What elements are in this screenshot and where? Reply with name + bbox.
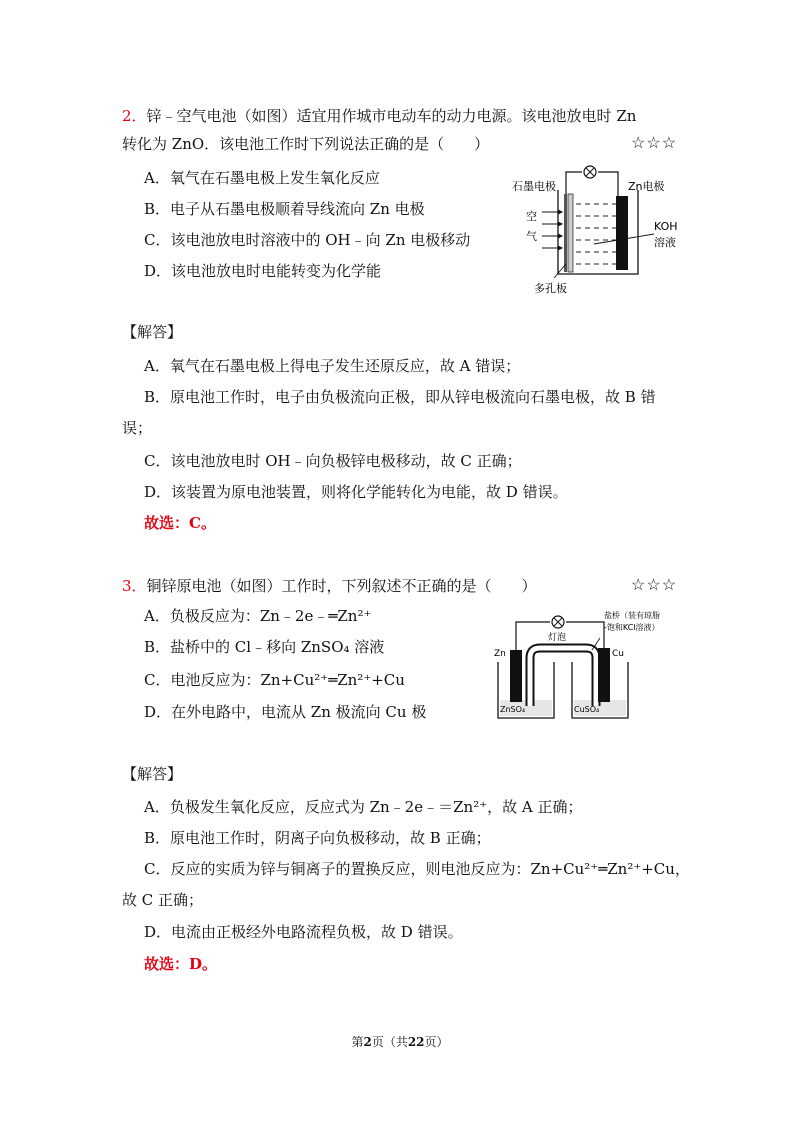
q3-option-a: A．负极反应为：Zn﹣2e﹣═Zn²⁺: [144, 607, 372, 625]
graphite-electrode: [568, 194, 573, 272]
znso4-label: ZnSO₄: [500, 705, 526, 714]
q3-answer-b: B．原电池工作时，阴离子向负极移动，故 B 正确；: [144, 829, 491, 847]
q3-difficulty-stars: ☆☆☆: [631, 575, 678, 594]
q3-answer-c: C．反应的实质为锌与铜离子的置换反应，则电池反应为：Zn+Cu²⁺═Zn²⁺+Cu，: [144, 860, 690, 878]
q2-answer-b-cont: 误；: [122, 419, 153, 437]
q2-option-d: D．该电池放电时电能转变为化学能: [144, 262, 382, 280]
q2-answer-c: C．该电池放电时 OH﹣向负极锌电极移动，故 C 正确；: [144, 452, 522, 470]
q3-stem: 3．铜锌原电池（如图）工作时，下列叙述不正确的是（ ）: [122, 577, 537, 595]
q2-answer-b: B．原电池工作时，电子由负极流向正极，即从锌电极流向石墨电极，故 B 错: [144, 388, 656, 406]
q2-option-b: B．电子从石墨电极顺着导线流向 Zn 电极: [144, 200, 425, 218]
zn-electrode: [616, 196, 628, 270]
porous-label: 多孔板: [534, 282, 567, 295]
porous-plate: [564, 194, 567, 272]
page-number: 2: [363, 1035, 372, 1049]
q2-stem-line1: 2．锌﹣空气电池（如图）适宜用作城市电动车的动力电源。该电池放电时 Zn: [122, 107, 637, 125]
q2-number: 2．: [122, 107, 147, 125]
q3-number: 3．: [122, 577, 147, 595]
zinc-air-battery-figure: [508, 160, 688, 300]
cu-electrode: [598, 648, 610, 702]
koh-label-2: 溶液: [654, 236, 676, 249]
q3-option-c: C．电池反应为：Zn+Cu²⁺═Zn²⁺+Cu: [144, 671, 405, 689]
q2-difficulty-stars: ☆☆☆: [631, 133, 678, 152]
koh-label-1: KOH: [654, 220, 678, 233]
bridge-label-1: 盐桥（装有琼脂: [604, 611, 660, 620]
q2-answer-d: D．该装置为原电池装置，则将化学能转化为电能，故 D 错误。: [144, 483, 568, 501]
cuso4-label: CuSO₄: [574, 705, 600, 714]
bulb-label: 灯泡: [548, 633, 567, 643]
page-footer: 第2页（共22页）: [351, 1035, 449, 1049]
air-label-1: 空: [526, 210, 537, 223]
q3-answer-c-cont: 故 C 正确；: [122, 891, 204, 909]
q2-option-c: C．该电池放电时溶液中的 OH﹣向 Zn 电极移动: [144, 231, 471, 249]
q3-answer-a: A．负极发生氧化反应，反应式为 Zn﹣2e﹣＝Zn²⁺，故 A 正确；: [144, 798, 583, 816]
koh-electrolyte: [576, 204, 616, 264]
wire-left: [566, 172, 582, 194]
page-total: 22: [407, 1035, 425, 1049]
bulb-icon: [584, 166, 596, 178]
zn-label: Zn: [494, 649, 506, 659]
cu-label: Cu: [612, 649, 624, 659]
cu-zn-cell-figure: [492, 606, 686, 724]
q2-stem-line2: 转化为 ZnO．该电池工作时下列说法正确的是（ ）: [122, 135, 490, 153]
air-arrows: [542, 210, 562, 250]
wire-right: [598, 172, 618, 198]
zn-electrode-label: Zn电极: [628, 180, 665, 193]
bridge-label-2: -饱和KCl溶液）: [604, 623, 660, 632]
salt-bridge: [530, 648, 596, 706]
q3-option-d: D．在外电路中，电流从 Zn 极流向 Cu 极: [144, 703, 427, 721]
q2-option-a: A．氧气在石墨电极上发生氧化反应: [144, 169, 380, 187]
graphite-label: 石墨电极: [512, 180, 556, 193]
q3-answer-d: D．电流由正极经外电路流程负极，故 D 错误。: [144, 923, 463, 941]
bulb-icon: [552, 616, 564, 628]
air-label-2: 气: [526, 230, 537, 243]
zn-electrode: [510, 650, 522, 702]
q3-conclusion: 故选：D。: [144, 955, 218, 973]
q2-answer-a: A．氧气在石墨电极上得电子发生还原反应，故 A 错误；: [144, 357, 521, 375]
q3-option-b: B．盐桥中的 Cl﹣移向 ZnSO₄ 溶液: [144, 638, 385, 656]
q2-conclusion: 故选：C。: [144, 514, 216, 532]
q2-answer-heading: 【解答】: [122, 323, 183, 341]
q3-answer-heading: 【解答】: [122, 765, 183, 783]
